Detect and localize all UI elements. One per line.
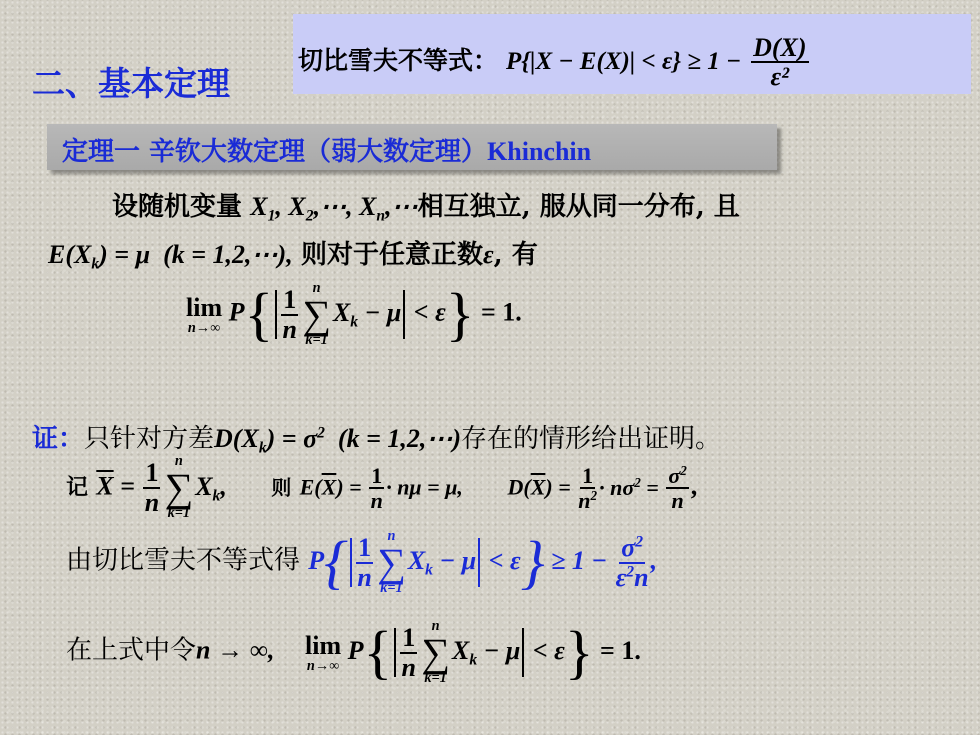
statement-text-2: 相互独立, 服从同一分布, 且 <box>417 192 740 222</box>
statement-text-4: , 有 <box>493 240 538 270</box>
statement-math-1: $X_1$, $X_2,\cdots$, $X_n,\cdots$ <box>250 192 418 225</box>
define-mean-line: 记 $\overline{X}$ = $\frac{1}{n}$ n ∑ k=1 $X_k$, 则 $E(\overline{X})$ = $\frac{1}{n}$ · nμ = μ, $D(\overline{X})$ = $\frac{1}{n^2}$ · $n\sigma^2$ = $\frac{\sigma^2}{n}$ , <box>66 453 698 521</box>
proof-intro: 证： <box>32 424 85 454</box>
chebyshev-formula <box>298 34 811 91</box>
proof-by-cheb: 由切比雪夫不等式得 <box>66 545 301 576</box>
theorem-title-en: Khinchin <box>487 137 592 166</box>
theorem-title <box>62 131 591 168</box>
theorem-limit-formula: lim n→∞ P{ $\frac{1}{n}$ n ∑ k=1 $X_k - \mu < \varepsilon\} = 1$. <box>186 280 522 348</box>
statement-text-3: 则对于任意正数 <box>300 240 483 270</box>
epsilon-symbol: ε <box>483 240 494 269</box>
chebyshev-fraction <box>751 34 808 91</box>
chebyshev-numerator: D(X) <box>753 33 807 62</box>
statement-text-1: 设随机变量 <box>112 192 243 222</box>
statement-line-2 <box>48 234 538 273</box>
final-limit-line <box>66 620 641 685</box>
proof-line <box>32 418 721 457</box>
proof-math-1: $D(X_k) = \sigma^2$ (k = 1,2,⋯) <box>214 424 462 457</box>
theorem-title-cn: 定理一 辛钦大数定理（弱大数定理） <box>62 137 488 167</box>
proof-in-limit: 在上式中令 <box>66 635 197 666</box>
n-to-infinity: n → ∞, <box>196 635 275 665</box>
proof-then: 则 <box>271 475 292 500</box>
statement-math-2: $E(X_k) = \mu$ (k = 1,2,⋯), <box>48 240 293 273</box>
proof-text-1: 只针对方差 <box>84 424 215 454</box>
final-limit-formula: lim n→∞ P{ $\frac{1}{n}$ n ∑ k=1 $X_k - \mu < \varepsilon\} = 1$. <box>305 618 641 686</box>
statement-line-1 <box>112 186 740 225</box>
chebyshev-lhs: P{|X − E(X)| < ε} ≥ 1 − <box>505 47 742 75</box>
chebyshev-applied-line <box>66 530 657 595</box>
proof-let: 记 <box>66 474 89 501</box>
section-title: 二、基本定理 <box>32 64 230 103</box>
chebyshev-label: 切比雪夫不等式： <box>298 45 499 75</box>
chebyshev-applied-formula: P{ $\frac{1}{n}$ n ∑ k=1 $X_k - \mu < \varepsilon\} \ge 1$ − $\frac{\sigma^2}{\varepsilon^2n}$ , <box>308 528 658 596</box>
proof-text-2: 存在的情形给出证明。 <box>461 424 722 454</box>
chebyshev-denominator: ε² <box>770 62 790 92</box>
